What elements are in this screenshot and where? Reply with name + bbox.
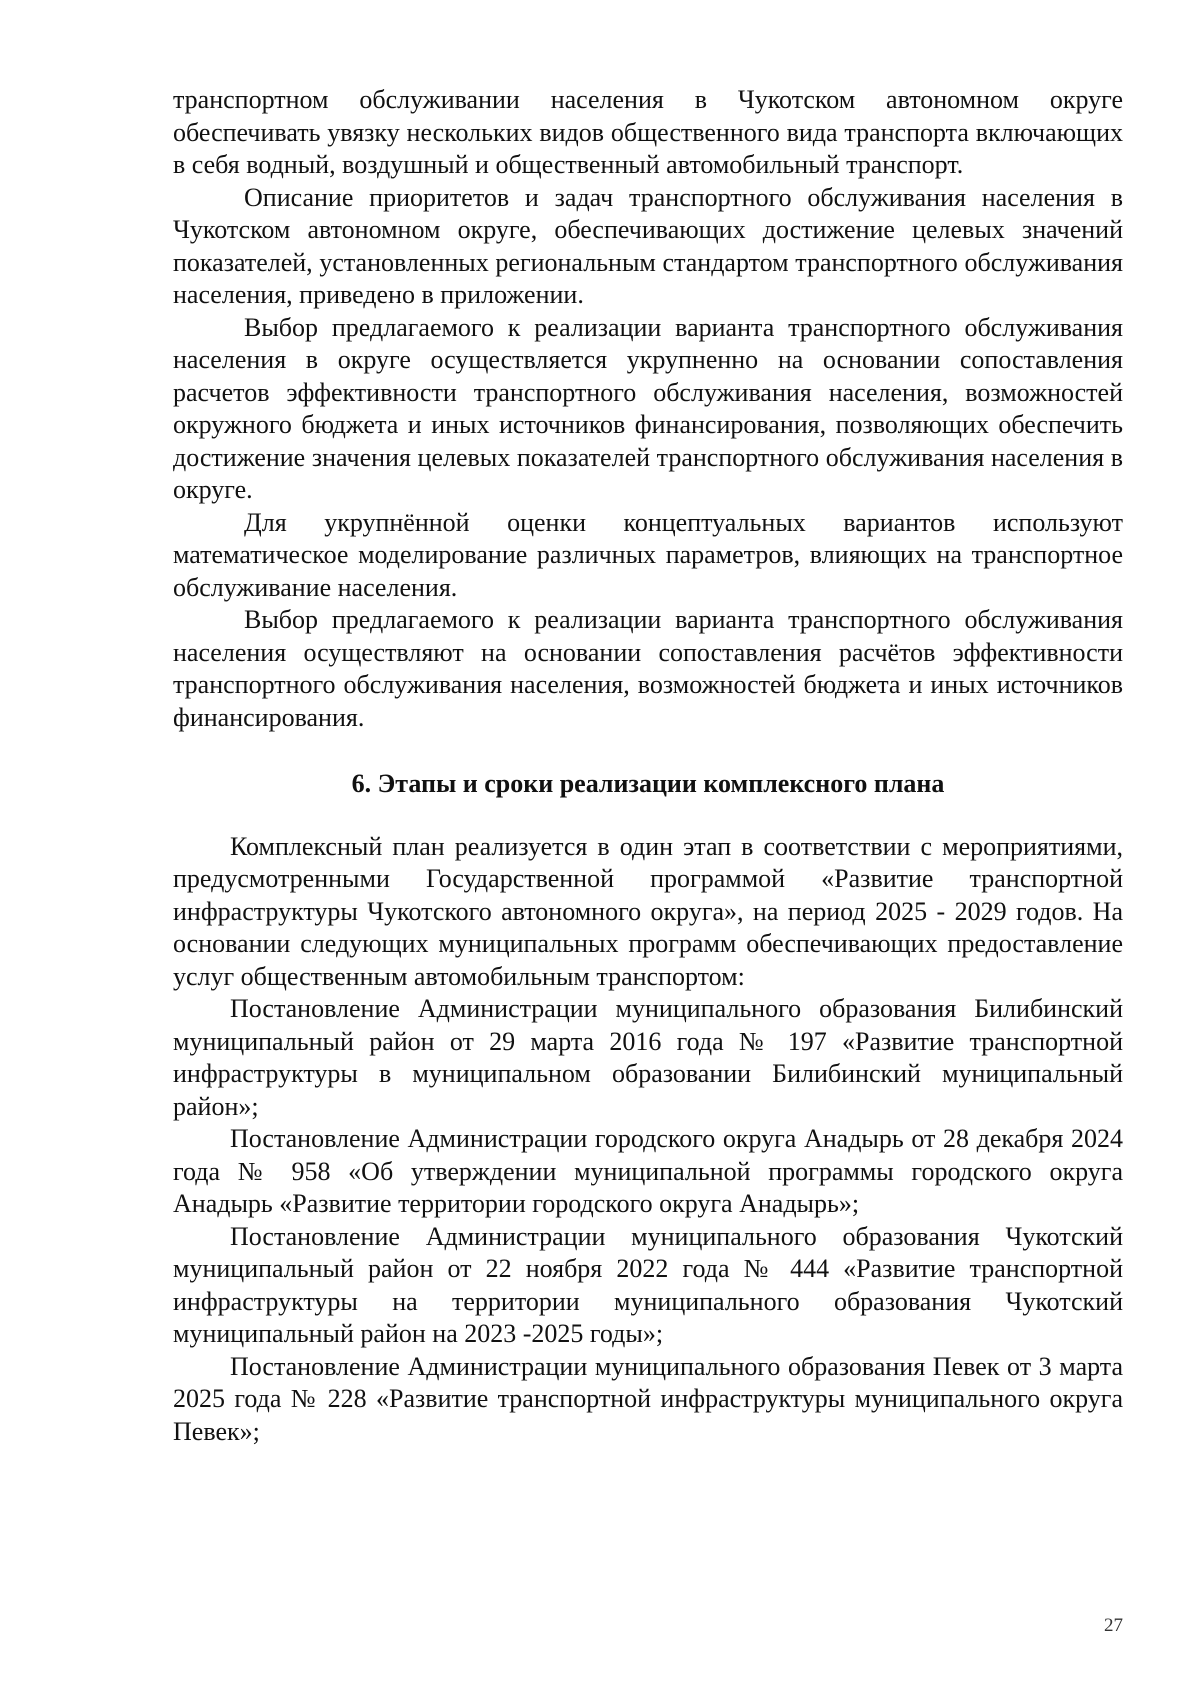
paragraph: Постановление Администрации городского округа Анадырь от 28 декабря 2024 года № 958 «Об утверждении муниципальной программы городского округа Анадырь «Развитие территории городского округа Анадырь»; [173,1124,1123,1218]
paragraph: Выбор предлагаемого к реализации варианта транспортного обслуживания населения в округе осуществляется укрупненно на основании сопоставления расчетов эффективности транспортного обслуживания населения, возможностей окружного бюджета и иных источников финансирования, позволяющих обеспечить достижение значения целевых показателей транспортного обслуживания населения в округе. [173,312,1123,504]
paragraph: Выбор предлагаемого к реализации варианта транспортного обслуживания населения осуществляют на основании сопоставления расчётов эффективности транспортного обслуживания населения, возможностей бюджета и иных источников финансирования. [173,605,1123,732]
document-page [173,84,1123,1448]
paragraph: Постановление Администрации муниципального образования Певек от 3 марта 2025 года № 228 «Развитие транспортной инфраструктуры муниципального округа Певек»; [173,1351,1123,1446]
paragraph: Постановление Администрации муниципального образования Билибинский муниципальный район от 29 марта 2016 года № 197 «Развитие транспортной инфраструктуры в муниципальном образовании Билибинский муниципальный район»; [173,994,1123,1121]
paragraph: Комплексный план реализуется в один этап в соответствии с мероприятиями, предусмотренными Государственной программой «Развитие транспортной инфраструктуры Чукотского автономного округа», на период 2025 - 2029 годов. На основании следующих муниципальных программ обеспечивающих предоставление услуг общественным автомобильным транспортом: [173,831,1123,991]
page-number: 27 [1104,1615,1123,1636]
paragraph: Для укрупнённой оценки концептуальных вариантов используют математическое моделирование различных параметров, влияющих на транспортное обслуживание населения. [173,507,1123,602]
paragraph: Описание приоритетов и задач транспортного обслуживания населения в Чукотском автономном округе, обеспечивающих достижение целевых значений показателей, установленных региональным стандартом транспортного обслуживания населения, приведено в приложении. [173,182,1123,309]
paragraph: транспортном обслуживании населения в Чукотском автономном округе обеспечивать увязку нескольких видов общественного вида транспорта включающих в себя водный, воздушный и общественный автомобильный транспорт. [173,85,1123,179]
paragraph: Постановление Администрации муниципального образования Чукотский муниципальный район от 22 ноября 2022 года № 444 «Развитие транспортной инфраструктуры на территории муниципального образования Чукотский муниципальный район на 2023 -2025 годы»; [173,1221,1123,1348]
section-heading: 6. Этапы и сроки реализации комплексного плана [351,769,945,798]
